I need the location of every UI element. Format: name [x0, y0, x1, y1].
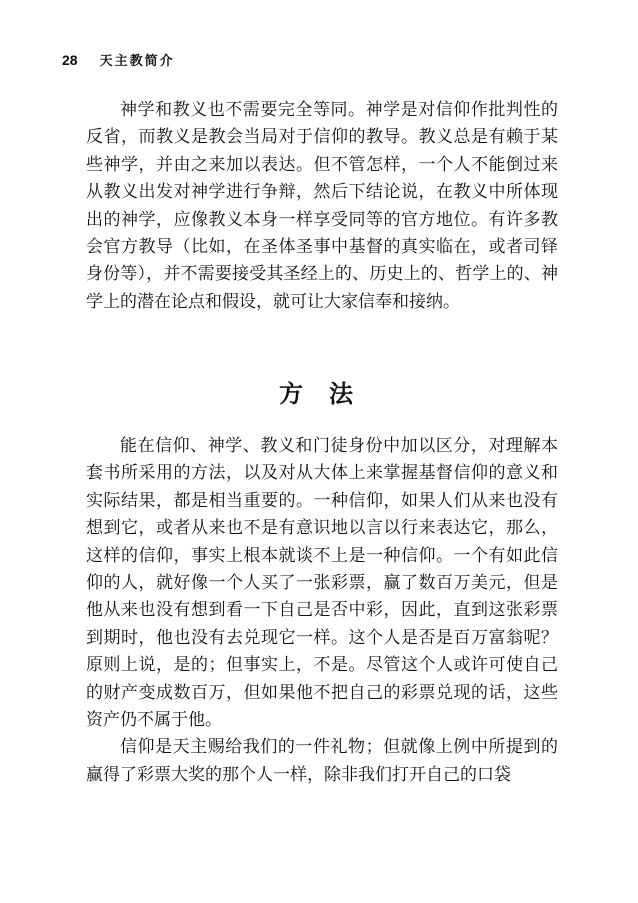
- page-number: 28: [62, 52, 78, 68]
- running-title: 天主教简介: [99, 54, 175, 69]
- running-header: [62, 50, 175, 70]
- text-block-bottom: [86, 433, 558, 789]
- paragraph: 能在信仰、神学、教义和门徒身份中加以区分，对理解本套书所采用的方法，以及对从大体上来掌握基督信仰的意义和实际结果，都是相当重要的。一种信仰，如果人们从来也没有想到它，或者从来也不是有意识地以言以行来表达它，那么，这样的信仰，事实上根本就谈不上是一种信仰。一个有如此信仰的人，就好像一个人买了一张彩票，赢了数百万美元，但是他从来也没有想到看一下自己是否中彩，因此，直到这张彩票到期时，他也没有去兑现它一样。这个人是否是百万富翁呢？原则上说，是的；但事实上，不是。尽管这个人或许可使自己的财产变成数百万，但如果他不把自己的彩票兑现的话，这些资产仍不属于他。: [86, 436, 558, 731]
- paragraph: 神学和教义也不需要完全等同。神学是对信仰作批判性的反省，而教义是教会当局对于信仰的教导。教义总是有赖于某些神学，并由之来加以表达。但不管怎样，一个人不能倒过来从教义出发对神学进行争辩，然后下结论说，在教义中所体现出的神学，应像教义本身一样享受同等的官方地位。有许多教会官方教导（比如，在圣体圣事中基督的真实临在，或者司铎身份等），并不需要接受其圣经上的、历史上的、哲学上的、神学上的潜在论点和假设，就可让大家信奉和接纳。: [86, 100, 558, 312]
- section-heading: 方法: [279, 380, 379, 408]
- paragraph: 信仰是天主赐给我们的一件礼物；但就像上例中所提到的赢得了彩票大奖的那个人一样，除非我们打开自己的口袋: [86, 737, 558, 785]
- text-block-top: [86, 97, 558, 316]
